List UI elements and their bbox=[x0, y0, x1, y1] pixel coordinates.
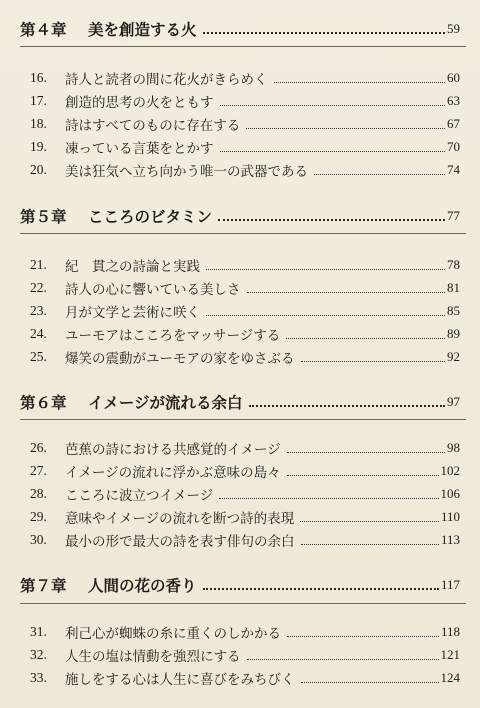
toc-entry bbox=[30, 254, 460, 276]
toc-entry bbox=[30, 506, 460, 528]
chapter-title: イメージが流れる余白 bbox=[88, 394, 243, 412]
entry-title: 凍っている言葉をとかす bbox=[65, 141, 214, 157]
chapter-title: 人間の花の香り bbox=[88, 577, 197, 595]
entry-number: 22. bbox=[30, 280, 47, 295]
entry-title: 美は狂気へ立ち向かう唯一の武器である bbox=[65, 164, 308, 180]
chapter-page: 59 bbox=[447, 21, 460, 36]
entry-page: 113 bbox=[440, 532, 460, 547]
entry-page: 60 bbox=[447, 70, 460, 85]
entry-number: 18. bbox=[30, 116, 47, 131]
entry-page: 70 bbox=[447, 139, 460, 154]
chapter-heading bbox=[20, 570, 460, 600]
entry-title: 意味やイメージの流れを断つ詩的表現 bbox=[65, 511, 295, 527]
entry-page: 110 bbox=[440, 509, 460, 524]
entry-page: 124 bbox=[440, 670, 460, 685]
entry-number: 25. bbox=[30, 349, 47, 364]
toc-entry bbox=[30, 90, 460, 112]
toc-entry bbox=[30, 529, 460, 551]
chapter-title: こころのビタミン bbox=[88, 208, 213, 226]
toc-entry bbox=[30, 277, 460, 299]
dot-leader bbox=[206, 315, 445, 316]
chapter-page: 97 bbox=[447, 394, 460, 409]
chapter-heading bbox=[20, 201, 460, 231]
dot-leader bbox=[286, 338, 445, 339]
entry-title: 創造的思考の火をともす bbox=[65, 95, 214, 111]
dot-leader bbox=[219, 498, 438, 499]
entry-page: 67 bbox=[447, 116, 460, 131]
entry-title: 芭蕉の詩における共感覚的イメージ bbox=[65, 442, 281, 458]
entry-page: 121 bbox=[440, 647, 460, 662]
dot-leader bbox=[246, 128, 445, 129]
entry-number: 27. bbox=[30, 463, 47, 478]
entry-number: 30. bbox=[30, 532, 47, 547]
entry-title: 紀 貫之の詩論と実践 bbox=[65, 259, 200, 275]
dot-leader bbox=[301, 361, 446, 362]
dot-leader bbox=[220, 105, 446, 106]
toc-entry bbox=[30, 621, 460, 643]
entry-number: 17. bbox=[30, 93, 47, 108]
chapter-number: 第６章 bbox=[20, 394, 67, 412]
entry-page: 78 bbox=[447, 257, 460, 272]
entry-title: 詩人の心に響いている美しさ bbox=[65, 282, 241, 298]
toc-entry bbox=[30, 644, 460, 666]
dot-leader bbox=[287, 452, 445, 453]
toc-entry bbox=[30, 300, 460, 322]
dot-leader bbox=[247, 292, 446, 293]
entry-number: 23. bbox=[30, 303, 47, 318]
chapter-page: 77 bbox=[447, 208, 460, 223]
entry-title: 人生の塩は情動を強烈にする bbox=[65, 649, 241, 665]
entry-title: 爆笑の震動がユーモアの家をゆさぶる bbox=[65, 351, 295, 367]
toc-entry bbox=[30, 483, 460, 505]
entry-number: 24. bbox=[30, 326, 47, 341]
entry-title: ユーモアはこころをマッサージする bbox=[65, 328, 281, 344]
dot-leader bbox=[300, 521, 439, 522]
toc-entry bbox=[30, 346, 460, 368]
entry-page: 118 bbox=[440, 624, 460, 639]
toc-entry bbox=[30, 136, 460, 158]
entry-page: 89 bbox=[447, 326, 460, 341]
chapter-rule bbox=[20, 603, 466, 604]
entry-page: 81 bbox=[447, 280, 460, 295]
dot-leader bbox=[203, 32, 445, 34]
dot-leader bbox=[247, 659, 439, 660]
entry-title: 利己心が蜘蛛の糸に重くのしかかる bbox=[65, 626, 281, 642]
dot-leader bbox=[301, 544, 439, 545]
dot-leader bbox=[301, 682, 439, 683]
entry-title: 月が文学と芸術に咲く bbox=[65, 305, 200, 321]
chapter-rule bbox=[20, 419, 466, 420]
toc-entry bbox=[30, 159, 460, 181]
entry-title: イメージの流れに浮かぶ意味の島々 bbox=[65, 465, 281, 481]
chapter-rule bbox=[20, 233, 466, 234]
entry-page: 63 bbox=[447, 93, 460, 108]
entry-number: 32. bbox=[30, 647, 47, 662]
entry-number: 29. bbox=[30, 509, 47, 524]
entry-number: 33. bbox=[30, 670, 47, 685]
dot-leader bbox=[206, 269, 445, 270]
dot-leader bbox=[220, 151, 446, 152]
dot-leader bbox=[203, 588, 439, 590]
dot-leader bbox=[314, 174, 445, 175]
dot-leader bbox=[287, 636, 439, 637]
entry-number: 26. bbox=[30, 440, 47, 455]
toc-entry bbox=[30, 113, 460, 135]
entry-number: 20. bbox=[30, 162, 47, 177]
toc-entry bbox=[30, 437, 460, 459]
toc-entry bbox=[30, 460, 460, 482]
entry-title: 施しをする心は人生に喜びをみちびく bbox=[65, 672, 295, 688]
chapter-title: 美を創造する火 bbox=[88, 21, 197, 39]
entry-number: 28. bbox=[30, 486, 47, 501]
chapter-number: 第５章 bbox=[20, 208, 67, 226]
entry-title: 最小の形で最大の詩を表す俳句の余白 bbox=[65, 534, 295, 550]
entry-page: 106 bbox=[440, 486, 460, 501]
dot-leader bbox=[287, 475, 439, 476]
entry-page: 102 bbox=[440, 463, 460, 478]
entry-title: 詩人と読者の間に花火がきらめく bbox=[65, 72, 268, 88]
entry-title: こころに波立つイメージ bbox=[65, 488, 214, 504]
entry-number: 19. bbox=[30, 139, 47, 154]
entry-page: 85 bbox=[447, 303, 460, 318]
chapter-number: 第７章 bbox=[20, 577, 67, 595]
entry-number: 21. bbox=[30, 257, 47, 272]
entry-number: 16. bbox=[30, 70, 47, 85]
entry-page: 98 bbox=[447, 440, 460, 455]
chapter-heading bbox=[20, 387, 460, 417]
toc-entry bbox=[30, 667, 460, 689]
dot-leader bbox=[218, 219, 445, 221]
chapter-heading bbox=[20, 14, 460, 44]
entry-page: 92 bbox=[447, 349, 460, 364]
entry-page: 74 bbox=[447, 162, 460, 177]
chapter-page: 117 bbox=[440, 577, 460, 592]
dot-leader bbox=[274, 82, 446, 83]
chapter-rule bbox=[20, 46, 466, 47]
entry-title: 詩はすべてのものに存在する bbox=[65, 118, 241, 134]
dot-leader bbox=[249, 405, 445, 407]
entry-number: 31. bbox=[30, 624, 47, 639]
toc-entry bbox=[30, 67, 460, 89]
toc-entry bbox=[30, 323, 460, 345]
chapter-number: 第４章 bbox=[20, 21, 67, 39]
